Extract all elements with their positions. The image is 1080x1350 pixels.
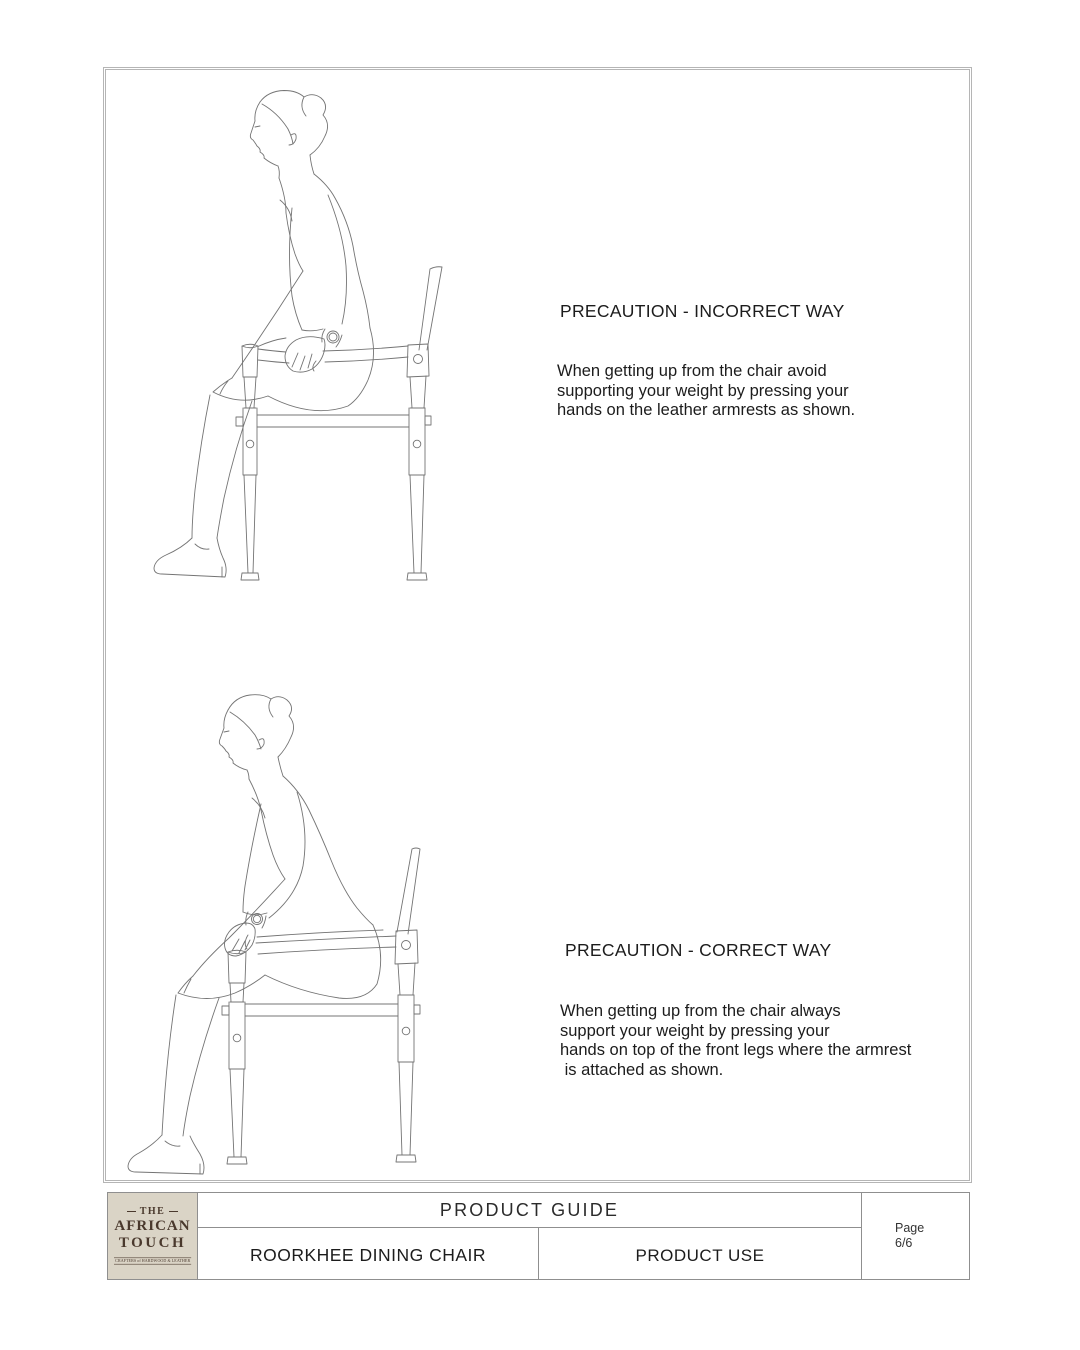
incorrect-way-illustration — [140, 88, 480, 598]
product-use-label: PRODUCT USE — [635, 1245, 765, 1265]
product-name-label: ROORKHEE DINING CHAIR — [198, 1228, 539, 1279]
page-indicator — [861, 1193, 969, 1279]
body-line: hands on the leather armrests as shown. — [557, 401, 856, 419]
chair-line-art — [222, 848, 420, 1164]
footer-center — [198, 1193, 861, 1279]
logo-tagline: CRAFTERS of HARDWOOD & LEATHER — [114, 1258, 191, 1263]
body-line: hands on top of the front legs where the armrest — [560, 1041, 912, 1059]
precaution-correct-heading: PRECAUTION - CORRECT WAY — [565, 940, 832, 960]
footer-bottom-row — [198, 1228, 861, 1279]
chair-line-art — [236, 267, 442, 580]
woman-figure — [128, 695, 381, 1174]
logo-the-row — [127, 1206, 179, 1217]
body-line: is attached as shown. — [560, 1060, 724, 1079]
body-line: When getting up from the chair avoid — [557, 362, 827, 380]
logo-dash-left — [127, 1211, 136, 1212]
body-line: When getting up from the chair always — [560, 1002, 841, 1020]
precaution-incorrect-heading: PRECAUTION - INCORRECT WAY — [560, 301, 845, 321]
precaution-incorrect-body — [557, 362, 855, 421]
footer-title-block — [107, 1192, 970, 1280]
correct-way-illustration — [115, 688, 455, 1178]
logo-african-text: AFRICAN — [114, 1217, 191, 1234]
logo-the-text: THE — [139, 1205, 166, 1217]
body-line: support your weight by pressing your — [560, 1021, 830, 1040]
page-number: 6/6 — [895, 1236, 913, 1250]
precaution-correct-body — [560, 1002, 911, 1080]
body-line: supporting your weight by pressing your — [557, 381, 849, 400]
brand-logo — [108, 1193, 198, 1279]
logo-dash-right — [169, 1211, 178, 1212]
logo-touch-text: TOUCH — [118, 1234, 187, 1251]
page-word: Page — [895, 1221, 925, 1235]
product-guide-label: PRODUCT GUIDE — [198, 1193, 861, 1228]
woman-figure — [154, 91, 374, 578]
